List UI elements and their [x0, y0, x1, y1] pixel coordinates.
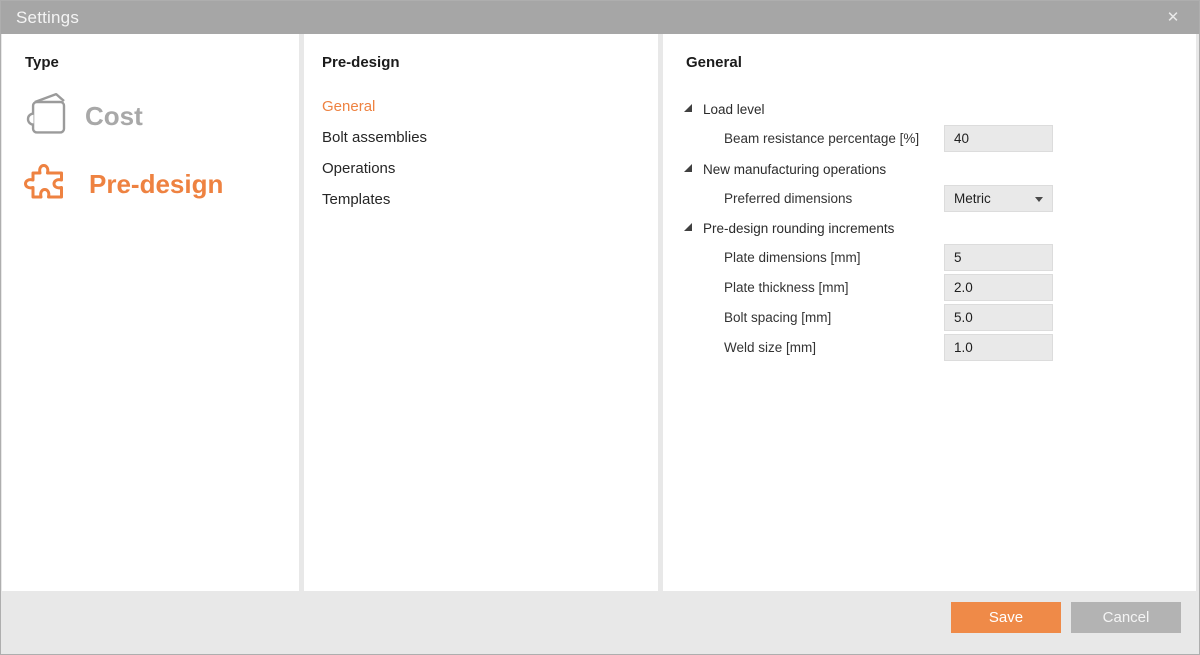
- expander-icon: [684, 223, 692, 231]
- setting-row-beam-resistance: [663, 125, 1196, 152]
- cancel-button[interactable]: Cancel: [1071, 602, 1181, 633]
- wallet-icon: [22, 90, 70, 143]
- close-icon: ✕: [1166, 9, 1180, 26]
- predesign-nav-panel: [304, 34, 658, 591]
- setting-label: Plate thickness [mm]: [724, 280, 849, 295]
- chevron-down-icon: [1035, 197, 1043, 202]
- nav-panel-header: Pre-design: [322, 54, 400, 71]
- type-item-predesign[interactable]: [22, 156, 223, 213]
- settings-panel-header: General: [686, 54, 742, 71]
- titlebar: [1, 1, 1199, 34]
- group-load-level[interactable]: [684, 95, 765, 123]
- nav-item-general[interactable]: General: [322, 98, 376, 115]
- setting-row-weld-size: [663, 334, 1196, 361]
- nav-item-templates[interactable]: Templates: [322, 191, 391, 208]
- group-predesign-rounding-increments[interactable]: [684, 214, 894, 242]
- group-label: Load level: [703, 101, 765, 117]
- puzzle-icon: [22, 156, 74, 213]
- setting-label: Bolt spacing [mm]: [724, 310, 832, 325]
- type-item-label: Pre-design: [89, 169, 224, 199]
- type-item-cost[interactable]: [22, 90, 143, 143]
- type-item-label: Cost: [85, 101, 143, 131]
- setting-row-preferred-dimensions: [663, 185, 1196, 212]
- setting-label: Plate dimensions [mm]: [724, 250, 861, 265]
- setting-row-plate-dimensions: [663, 244, 1196, 271]
- weld-size-input[interactable]: [944, 334, 1053, 361]
- window-title: Settings: [16, 7, 80, 27]
- nav-item-operations[interactable]: Operations: [322, 160, 396, 177]
- expander-icon: [684, 104, 692, 112]
- group-new-manufacturing-operations[interactable]: [684, 155, 886, 183]
- selected-option: Metric: [954, 191, 991, 206]
- nav-item-bolt-assemblies[interactable]: Bolt assemblies: [322, 129, 428, 146]
- setting-row-bolt-spacing: [663, 304, 1196, 331]
- setting-row-plate-thickness: [663, 274, 1196, 301]
- group-label: Pre-design rounding increments: [703, 220, 895, 236]
- general-settings-panel: [663, 34, 1196, 591]
- plate-thickness-input[interactable]: [944, 274, 1053, 301]
- type-panel-header: Type: [25, 54, 59, 71]
- setting-label: Weld size [mm]: [724, 340, 817, 355]
- bolt-spacing-input[interactable]: [944, 304, 1053, 331]
- plate-dimensions-input[interactable]: [944, 244, 1053, 271]
- setting-label: Beam resistance percentage [%]: [724, 131, 920, 146]
- close-button[interactable]: [1155, 1, 1191, 34]
- save-button[interactable]: Save: [951, 602, 1061, 633]
- preferred-dimensions-select[interactable]: [944, 185, 1053, 212]
- beam-resistance-input[interactable]: [944, 125, 1053, 152]
- group-label: New manufacturing operations: [703, 161, 887, 177]
- expander-icon: [684, 164, 692, 172]
- type-panel: [2, 34, 299, 591]
- setting-label: Preferred dimensions: [724, 191, 853, 206]
